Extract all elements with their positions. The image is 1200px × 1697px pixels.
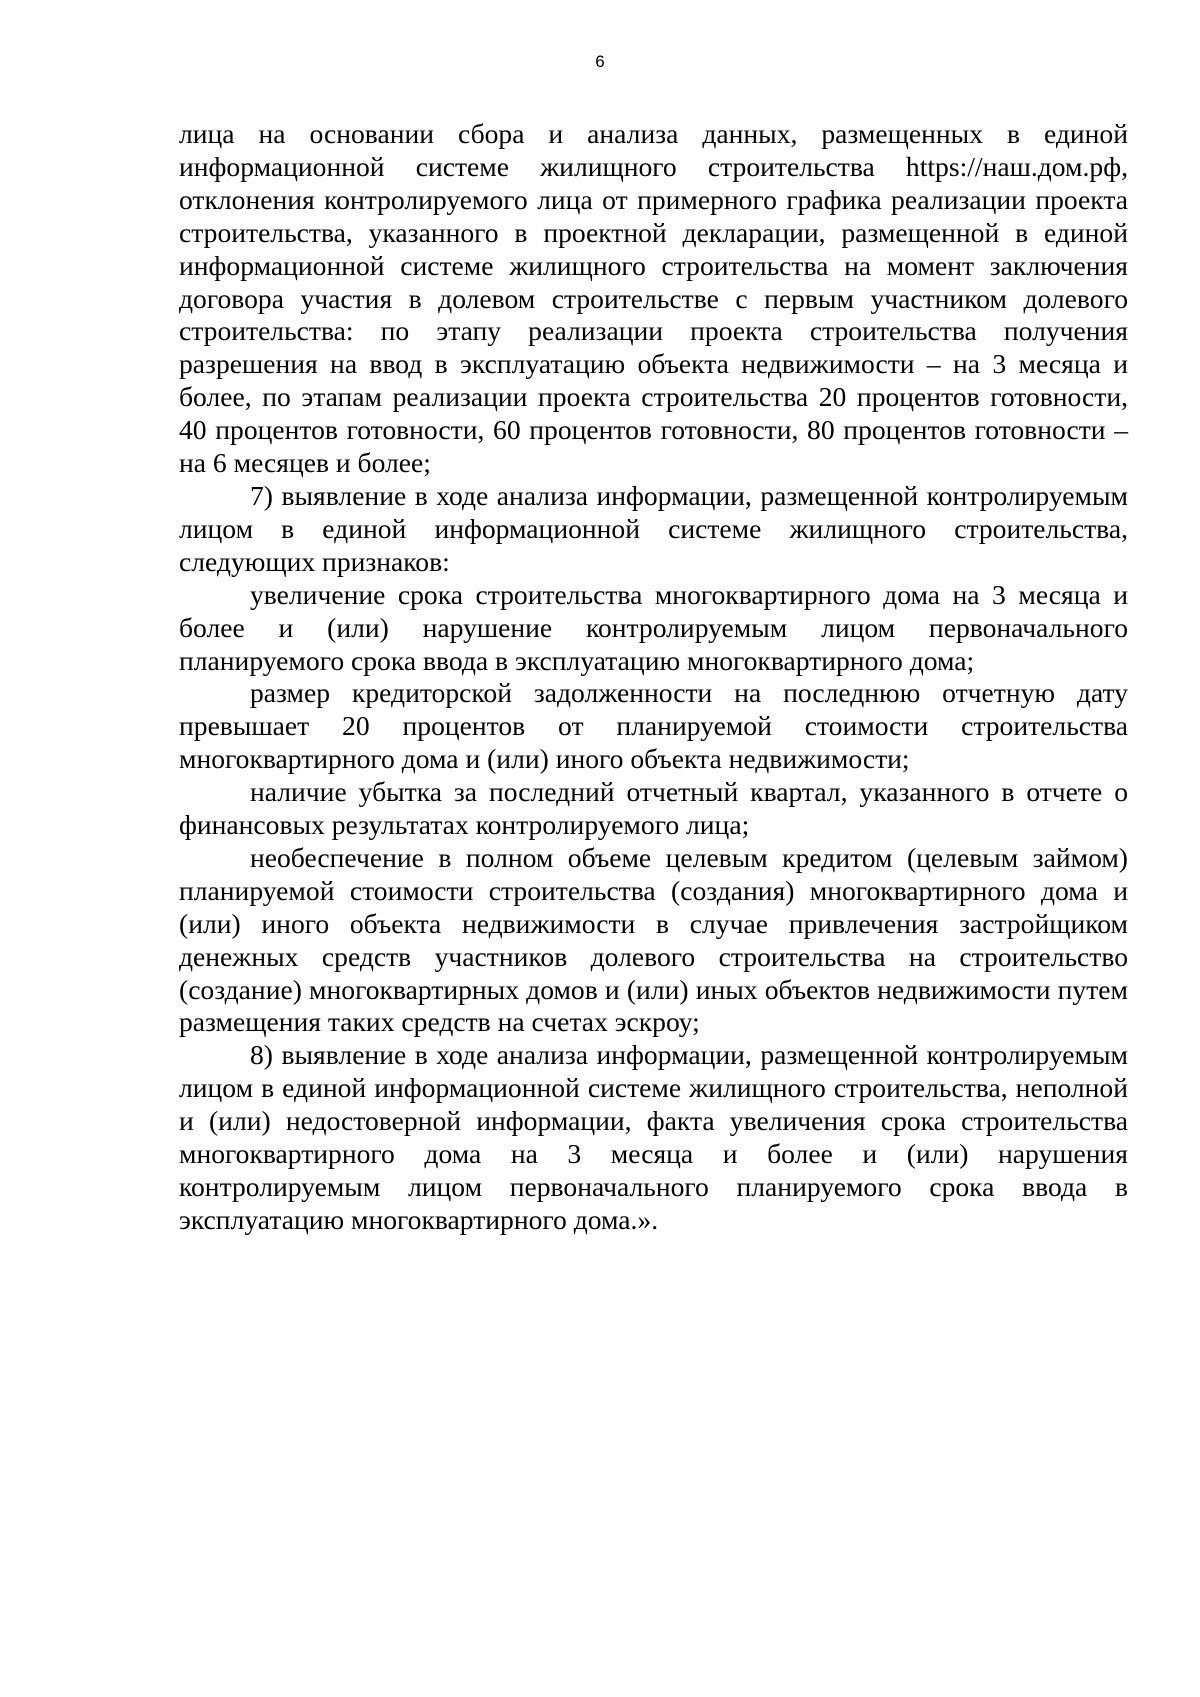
page-number: 6 — [595, 52, 605, 71]
paragraph-item-8: 8) выявление в ходе анализа информации, размещенной контролируемым лицом в единой информационной системе жилищного строительства, неполной и (или) недостоверной информации, факта увеличения срока строительства многоквартирного дома на 3 месяца и более и (или) нарушения контролируемым лицом первоначального планируемого срока ввода в эксплуатацию многоквартирного дома.». — [179, 1039, 1128, 1235]
paragraph-item-7: 7) выявление в ходе анализа информации, размещенной контролируемым лицом в единой информационной системе жилищного строительства, следующих признаков: — [179, 479, 1128, 577]
document-body — [179, 118, 1128, 1237]
paragraph-continuation: лица на основании сбора и анализа данных, размещенных в единой информационной системе жилищного строительства https://наш.дом.рф, отклонения контролируемого лица от примерного графика реализации проекта строительства, указанного в проектной декларации, размещенной в единой информационной системе жилищного строительства на момент заключения договора участия в долевом строительстве с первым участником долевого строительства: по этапу реализации проекта строительства получения разрешения на ввод в эксплуатацию объекта недвижимости – на 3 месяца и более, по этапам реализации проекта строительства 20 процентов готовности, 40 процентов готовности, 60 процентов готовности, 80 процентов готовности – на 6 месяцев и более; — [179, 118, 1128, 479]
paragraph-sign-accounts-payable: размер кредиторской задолженности на последнюю отчетную дату превышает 20 процентов от планируемой стоимости строительства многоквартирного дома и (или) иного объекта недвижимости; — [179, 677, 1128, 775]
paragraph-sign-target-loan: необеспечение в полном объеме целевым кредитом (целевым займом) планируемой стоимости строительства (создания) многоквартирного дома и (или) иного объекта недвижимости в случае привлечения застройщиком денежных средств участников долевого строительства на строительство (создание) многоквартирных домов и (или) иных объектов недвижимости путем размещения таких средств на счетах эскроу; — [179, 841, 1128, 1038]
paragraph-sign-quarterly-loss: наличие убытка за последний отчетный квартал, указанного в отчете о финансовых результатах контролируемого лица; — [179, 776, 1128, 841]
paragraph-sign-construction-delay: увеличение срока строительства многоквартирного дома на 3 месяца и более и (или) нарушение контролируемым лицом первоначального планируемого срока ввода в эксплуатацию многоквартирного дома; — [179, 578, 1128, 676]
